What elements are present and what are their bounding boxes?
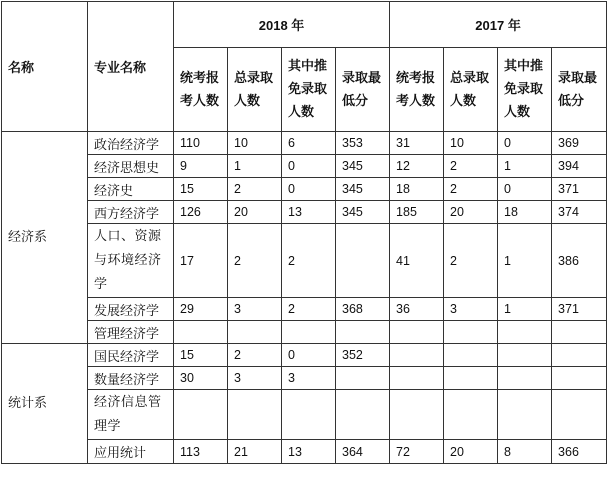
value-cell: 3 <box>444 298 498 321</box>
major-cell: 国民经济学 <box>88 344 174 367</box>
value-cell: 30 <box>174 367 228 390</box>
major-cell: 管理经济学 <box>88 321 174 344</box>
value-cell: 20 <box>228 201 282 224</box>
value-cell: 36 <box>390 298 444 321</box>
value-cell <box>444 321 498 344</box>
header-name: 名称 <box>2 2 88 132</box>
value-cell: 386 <box>552 224 607 298</box>
value-cell: 3 <box>228 298 282 321</box>
value-cell: 345 <box>336 201 390 224</box>
value-cell <box>228 390 282 440</box>
value-cell <box>498 390 552 440</box>
department-statistics: 统计系 <box>2 344 88 464</box>
value-cell: 0 <box>498 132 552 155</box>
value-cell: 364 <box>336 440 390 464</box>
department-economics: 经济系 <box>2 132 88 344</box>
value-cell <box>336 390 390 440</box>
value-cell: 126 <box>174 201 228 224</box>
value-cell: 0 <box>282 178 336 201</box>
value-cell: 345 <box>336 178 390 201</box>
value-cell: 2 <box>444 178 498 201</box>
value-cell <box>552 344 607 367</box>
header-2018-exempt: 其中推免录取人数 <box>282 48 336 132</box>
value-cell: 10 <box>444 132 498 155</box>
value-cell <box>282 390 336 440</box>
value-cell: 13 <box>282 201 336 224</box>
value-cell: 110 <box>174 132 228 155</box>
value-cell: 2 <box>444 155 498 178</box>
header-2018-min-score: 录取最低分 <box>336 48 390 132</box>
value-cell: 394 <box>552 155 607 178</box>
value-cell: 0 <box>282 155 336 178</box>
value-cell: 12 <box>390 155 444 178</box>
table-row <box>2 132 607 155</box>
major-cell: 发展经济学 <box>88 298 174 321</box>
table-row <box>2 367 607 390</box>
table-row <box>2 390 607 440</box>
value-cell <box>228 321 282 344</box>
table-row <box>2 321 607 344</box>
value-cell <box>552 390 607 440</box>
value-cell: 2 <box>228 224 282 298</box>
value-cell <box>390 390 444 440</box>
value-cell: 352 <box>336 344 390 367</box>
value-cell: 185 <box>390 201 444 224</box>
header-2017-exempt: 其中推免录取人数 <box>498 48 552 132</box>
value-cell <box>390 321 444 344</box>
value-cell <box>390 367 444 390</box>
major-cell: 经济思想史 <box>88 155 174 178</box>
value-cell: 15 <box>174 178 228 201</box>
value-cell <box>174 321 228 344</box>
value-cell: 2 <box>228 178 282 201</box>
value-cell <box>336 224 390 298</box>
value-cell <box>552 367 607 390</box>
header-year-2017: 2017 年 <box>390 2 607 48</box>
header-2018-applicants: 统考报考人数 <box>174 48 228 132</box>
major-cell: 人口、资源与环境经济学 <box>88 224 174 298</box>
value-cell: 9 <box>174 155 228 178</box>
header-2018-admitted: 总录取人数 <box>228 48 282 132</box>
value-cell: 3 <box>228 367 282 390</box>
value-cell: 10 <box>228 132 282 155</box>
value-cell: 1 <box>228 155 282 178</box>
value-cell: 29 <box>174 298 228 321</box>
value-cell: 1 <box>498 298 552 321</box>
value-cell: 31 <box>390 132 444 155</box>
value-cell: 20 <box>444 201 498 224</box>
value-cell: 21 <box>228 440 282 464</box>
value-cell: 2 <box>282 298 336 321</box>
value-cell: 371 <box>552 178 607 201</box>
value-cell <box>336 367 390 390</box>
value-cell <box>444 344 498 367</box>
value-cell: 18 <box>498 201 552 224</box>
admission-table <box>1 1 607 464</box>
header-year-2018: 2018 年 <box>174 2 390 48</box>
value-cell: 366 <box>552 440 607 464</box>
header-2017-min-score: 录取最低分 <box>552 48 607 132</box>
value-cell: 0 <box>282 344 336 367</box>
header-2017-admitted: 总录取人数 <box>444 48 498 132</box>
value-cell: 2 <box>282 224 336 298</box>
major-cell: 西方经济学 <box>88 201 174 224</box>
header-2017-applicants: 统考报考人数 <box>390 48 444 132</box>
value-cell: 113 <box>174 440 228 464</box>
value-cell <box>336 321 390 344</box>
value-cell <box>552 321 607 344</box>
value-cell: 15 <box>174 344 228 367</box>
value-cell <box>174 390 228 440</box>
value-cell: 13 <box>282 440 336 464</box>
value-cell <box>498 344 552 367</box>
value-cell <box>444 390 498 440</box>
value-cell: 20 <box>444 440 498 464</box>
value-cell: 3 <box>282 367 336 390</box>
value-cell <box>498 321 552 344</box>
value-cell <box>498 367 552 390</box>
value-cell: 1 <box>498 155 552 178</box>
value-cell: 41 <box>390 224 444 298</box>
table-row <box>2 155 607 178</box>
value-cell: 72 <box>390 440 444 464</box>
value-cell: 369 <box>552 132 607 155</box>
value-cell: 374 <box>552 201 607 224</box>
value-cell: 0 <box>498 178 552 201</box>
value-cell: 368 <box>336 298 390 321</box>
table-row <box>2 201 607 224</box>
major-cell: 数量经济学 <box>88 367 174 390</box>
value-cell: 1 <box>498 224 552 298</box>
value-cell <box>282 321 336 344</box>
value-cell: 18 <box>390 178 444 201</box>
value-cell <box>390 344 444 367</box>
value-cell: 345 <box>336 155 390 178</box>
value-cell: 2 <box>444 224 498 298</box>
major-cell: 应用统计 <box>88 440 174 464</box>
major-cell: 政治经济学 <box>88 132 174 155</box>
table-row <box>2 298 607 321</box>
value-cell: 8 <box>498 440 552 464</box>
table-row <box>2 344 607 367</box>
major-cell: 经济信息管理学 <box>88 390 174 440</box>
value-cell: 353 <box>336 132 390 155</box>
table-row <box>2 224 607 298</box>
table-row <box>2 440 607 464</box>
value-cell: 371 <box>552 298 607 321</box>
major-cell: 经济史 <box>88 178 174 201</box>
value-cell: 2 <box>228 344 282 367</box>
table-row <box>2 178 607 201</box>
value-cell: 6 <box>282 132 336 155</box>
header-major: 专业名称 <box>88 2 174 132</box>
value-cell <box>444 367 498 390</box>
value-cell: 17 <box>174 224 228 298</box>
